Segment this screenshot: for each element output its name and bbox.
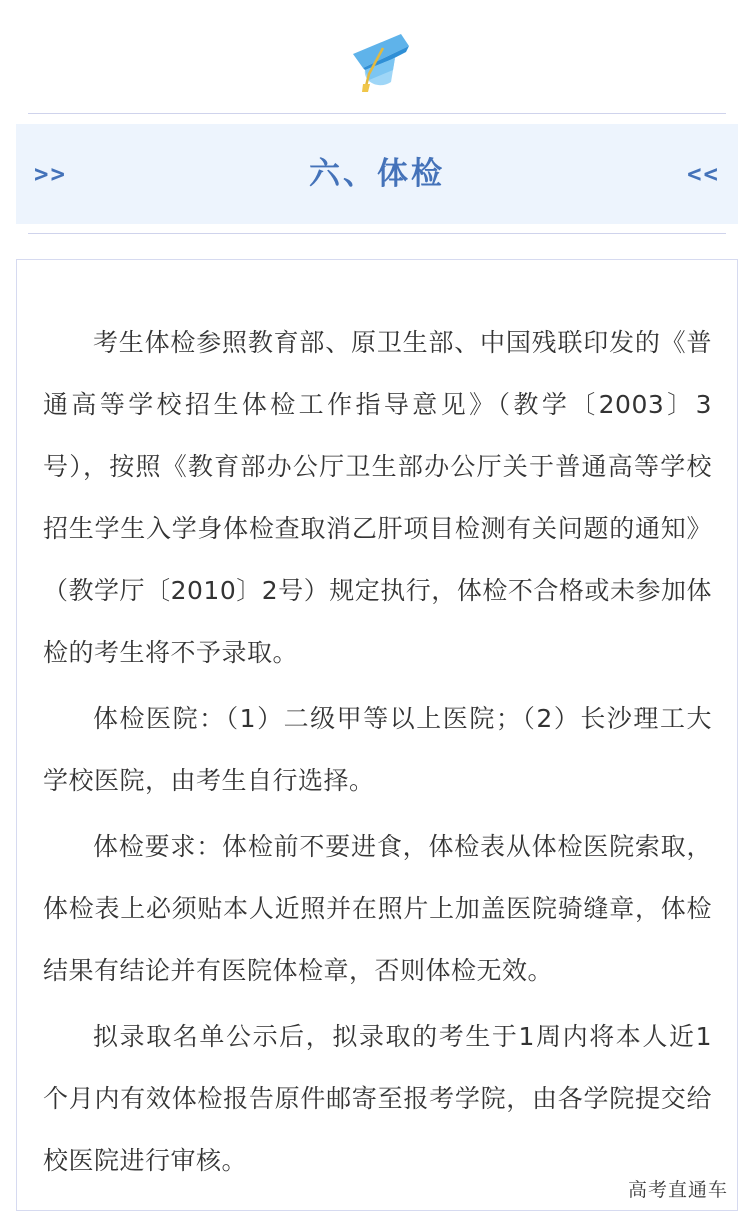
paragraph-exam-reference: 考生体检参照教育部、原卫生部、中国残联印发的《普通高等学校招生体检工作指导意见》（教学〔2003〕3号），按照《教育部办公厅卫生部办公厅关于普通高等学校招生学生入学身体检查取消乙肝项目检测有关问题的通知》（教学厅〔2010〕2号）规定执行，体检不合格或未参加体检的考生将不予录取。 (43, 328, 712, 667)
divider-top (28, 113, 726, 114)
paragraph-exam-hospital: 体检医院：（1）二级甲等以上医院；（2）长沙理工大学校医院，由考生自行选择。 (43, 704, 712, 795)
left-arrows: >> (34, 160, 67, 188)
paragraph-exam-requirements: 体检要求：体检前不要进食，体检表从体检医院索取，体检表上必须贴本人近照并在照片上加盖医院骑缝章，体检结果有结论并有医院体检章，否则体检无效。 (43, 832, 712, 985)
section-title: 六、体检 (309, 156, 445, 192)
watermark: 高考直通车 (627, 1179, 728, 1201)
paragraph-exam-submission: 拟录取名单公示后，拟录取的考生于1周内将本人近1个月内有效体检报告原件邮寄至报考学院，由各学院提交给校医院进行审核。 (43, 1022, 712, 1175)
divider-bottom (28, 233, 726, 234)
graduation-cap-icon (339, 24, 415, 94)
section-banner (16, 124, 738, 224)
content-text (43, 312, 712, 1196)
right-arrows: << (687, 160, 720, 188)
content-box (16, 259, 738, 1211)
